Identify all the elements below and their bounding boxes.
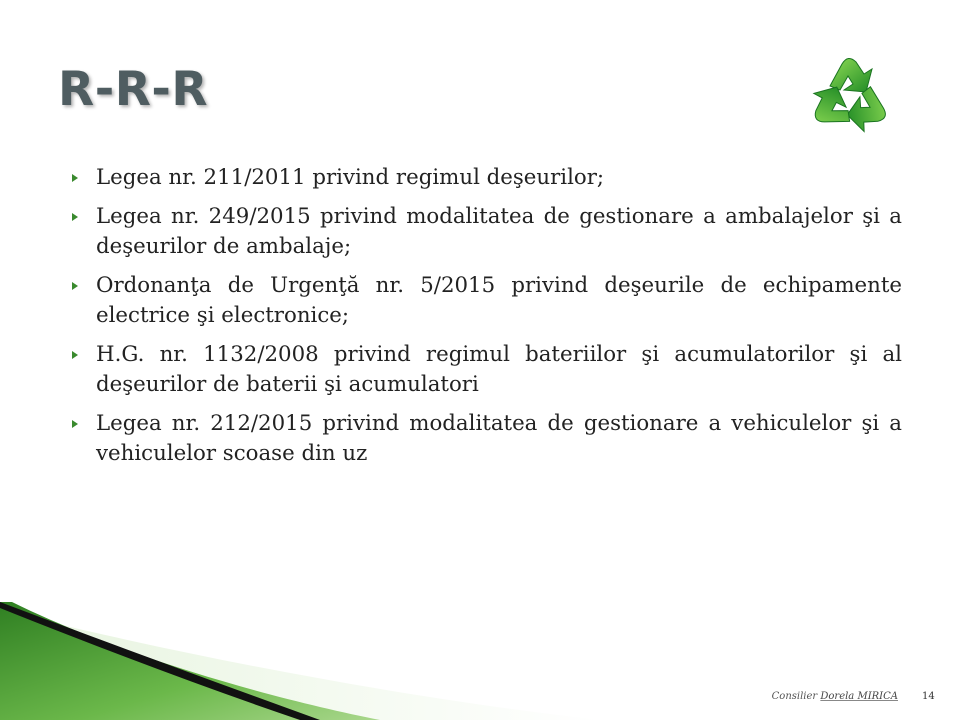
list-item <box>70 202 902 262</box>
list-item <box>70 271 902 331</box>
list-item-text: Legea nr. 212/2015 privind modalitatea de gestionare a vehiculelor şi a vehiculelor scoase din uz <box>96 411 902 466</box>
slide-title: R-R-R <box>58 62 209 117</box>
bullet-arrow-icon <box>72 282 78 290</box>
list-item <box>70 340 902 400</box>
decorative-swoosh <box>0 600 600 720</box>
footer-author <box>772 691 898 702</box>
bullet-arrow-icon <box>72 420 78 428</box>
list-item-text: Legea nr. 249/2015 privind modalitatea de gestionare a ambalajelor şi a deşeurilor de ambalaje; <box>96 204 902 259</box>
footer-name: Dorela MIRICA <box>820 691 898 702</box>
bullet-arrow-icon <box>72 174 78 182</box>
page-number: 14 <box>922 691 935 702</box>
list-item-text: H.G. nr. 1132/2008 privind regimul bateriilor şi acumulatorilor şi al deşeurilor de baterii şi acumulatori <box>96 342 902 397</box>
footer-prefix: Consilier <box>771 691 818 702</box>
bullet-arrow-icon <box>72 213 78 221</box>
bullet-arrow-icon <box>72 351 78 359</box>
bullet-list <box>70 163 902 478</box>
list-item-text: Ordonanţa de Urgenţă nr. 5/2015 privind deşeurile de echipamente electrice şi electronice; <box>96 273 902 328</box>
list-item <box>70 409 902 469</box>
list-item <box>70 163 902 193</box>
list-item-text: Legea nr. 211/2011 privind regimul deşeurilor; <box>96 165 605 190</box>
recycle-icon <box>790 38 910 150</box>
